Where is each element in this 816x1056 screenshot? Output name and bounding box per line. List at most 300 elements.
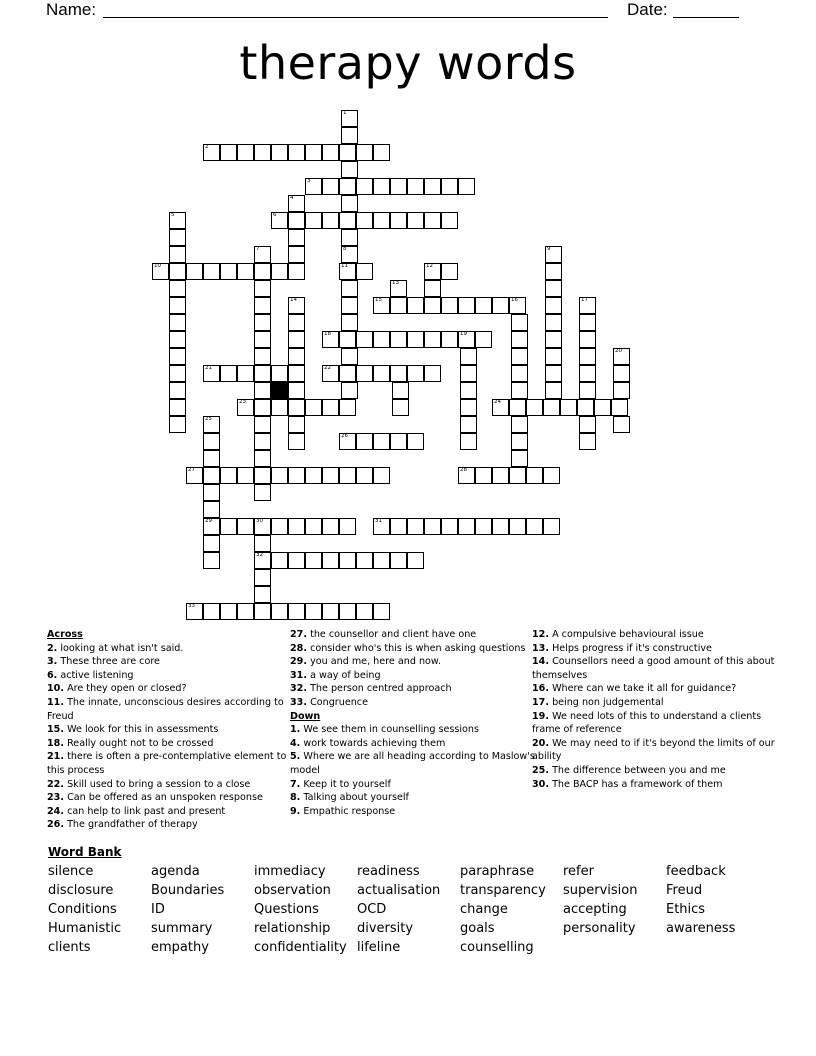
crossword-cell[interactable] [237,365,254,382]
word-bank-word: refer [563,864,594,879]
crossword-cell[interactable] [390,365,407,382]
crossword-cell[interactable] [424,263,441,280]
clue-number: 27 [188,467,195,473]
clue-text: Skill used to bring a session to a close [67,778,251,790]
crossword-cell[interactable] [169,416,186,433]
clue-item [47,737,297,751]
crossword-cell[interactable] [339,552,356,569]
crossword-cell[interactable] [203,416,220,433]
crossword-cell[interactable] [271,399,288,416]
clue-text: A compulsive behavioural issue [552,629,704,640]
crossword-cell[interactable] [169,229,186,246]
crossword-cell[interactable] [545,263,562,280]
crossword-cell[interactable] [407,297,424,314]
crossword-cell[interactable] [322,331,339,348]
crossword-cell[interactable] [169,331,186,348]
crossword-cell[interactable] [271,603,288,620]
crossword-cell[interactable] [492,297,509,314]
crossword-cell[interactable] [220,263,237,280]
crossword-cell[interactable] [545,297,562,314]
crossword-cell[interactable] [424,212,441,229]
crossword-cell[interactable] [526,399,543,416]
crossword-cell[interactable] [288,314,305,331]
crossword-cell[interactable] [322,212,339,229]
crossword-cell[interactable] [373,467,390,484]
crossword-cell[interactable] [339,263,356,280]
crossword-cell[interactable] [254,399,271,416]
crossword-cell[interactable] [441,297,458,314]
crossword-cell[interactable] [254,450,271,467]
crossword-cell[interactable] [356,552,373,569]
crossword-cell[interactable] [341,161,358,178]
crossword-cell[interactable] [254,365,271,382]
crossword-cell[interactable] [613,348,630,365]
crossword-cell[interactable] [237,518,254,535]
crossword-cell[interactable] [390,297,407,314]
crossword-cell[interactable] [460,399,477,416]
crossword-cell[interactable] [511,331,528,348]
crossword-cell[interactable] [220,603,237,620]
clue-item [290,682,540,696]
crossword-cell[interactable] [288,195,305,212]
crossword-cell[interactable] [475,467,492,484]
crossword-cell[interactable] [339,144,356,161]
crossword-cell[interactable] [254,603,271,620]
crossword-cell[interactable] [545,314,562,331]
clue-number: 3 [307,178,311,184]
clue-item [532,778,782,792]
crossword-cell[interactable] [543,399,560,416]
crossword-cell[interactable] [169,399,186,416]
crossword-cell[interactable] [322,518,339,535]
clue-number: 7 [256,246,260,252]
crossword-cell[interactable] [288,348,305,365]
crossword-cell[interactable] [460,433,477,450]
crossword-cell[interactable] [407,178,424,195]
crossword-cell[interactable] [288,365,305,382]
clue-number-label: 31. [290,669,307,681]
crossword-cell[interactable] [407,518,424,535]
crossword-cell[interactable] [254,569,271,586]
crossword-cell[interactable] [579,433,596,450]
crossword-cell[interactable] [254,518,271,535]
crossword-cell[interactable] [390,552,407,569]
clue-number-label: 14. [532,656,549,668]
name-label: Name: [46,0,97,19]
crossword-cell[interactable] [579,416,596,433]
crossword-cell[interactable] [560,399,577,416]
crossword-cell[interactable] [288,552,305,569]
crossword-cell[interactable] [545,280,562,297]
crossword-cell[interactable] [356,467,373,484]
crossword-cell[interactable] [613,365,630,382]
crossword-cell[interactable] [458,518,475,535]
crossword-cell[interactable] [288,382,305,399]
crossword-cell[interactable] [356,263,373,280]
crossword-cell[interactable] [203,433,220,450]
crossword-cell[interactable] [322,365,339,382]
crossword-cell[interactable] [579,331,596,348]
crossword-cell[interactable] [579,314,596,331]
crossword-cell[interactable] [169,382,186,399]
crossword-cell[interactable] [203,535,220,552]
crossword-cell[interactable] [492,467,509,484]
clue-text: The innate, unconscious desires according to Freud [47,696,284,722]
crossword-cell[interactable] [254,297,271,314]
crossword-cell[interactable] [237,603,254,620]
word-bank-word: observation [254,883,331,898]
word-bank-word: confidentiality [254,940,347,955]
crossword-cell[interactable] [458,178,475,195]
crossword-cell[interactable] [203,467,220,484]
clue-text: Where we are all heading according to Maslow's model [290,751,535,776]
crossword-cell[interactable] [545,331,562,348]
crossword-cell[interactable] [460,348,477,365]
crossword-cell[interactable] [341,382,358,399]
crossword-cell[interactable] [373,331,390,348]
clue-text: Really ought not to be crossed [67,737,214,749]
crossword-cell[interactable] [356,331,373,348]
crossword-cell[interactable] [594,399,611,416]
crossword-cell[interactable] [526,467,543,484]
clue-number: 5 [171,212,175,218]
crossword-cell[interactable] [237,263,254,280]
crossword-cell[interactable] [186,603,203,620]
crossword-cell[interactable] [390,518,407,535]
crossword-cell[interactable] [424,178,441,195]
crossword-cell[interactable] [356,212,373,229]
crossword-cell[interactable] [203,263,220,280]
crossword-cell[interactable] [460,416,477,433]
crossword-cell[interactable] [441,178,458,195]
crossword-cell[interactable] [511,348,528,365]
crossword-cell[interactable] [492,399,509,416]
crossword-cell[interactable] [305,178,322,195]
crossword-cell[interactable] [373,365,390,382]
clue-number-label: 4. [290,737,301,749]
crossword-cell[interactable] [511,314,528,331]
crossword-cell[interactable] [339,365,356,382]
word-bank-word: agenda [151,864,200,879]
crossword-cell[interactable] [475,331,492,348]
clue-item [290,778,540,792]
crossword-cell[interactable] [288,297,305,314]
clue-number-label: 33. [290,696,307,708]
crossword-cell[interactable] [237,399,254,416]
crossword-cell[interactable] [288,263,305,280]
word-bank-word: immediacy [254,864,326,879]
crossword-cell[interactable] [373,178,390,195]
crossword-cell[interactable] [322,144,339,161]
crossword-cell[interactable] [424,280,441,297]
crossword-cell[interactable] [441,331,458,348]
crossword-cell[interactable] [169,263,186,280]
crossword-cell[interactable] [441,518,458,535]
crossword-cell[interactable] [288,246,305,263]
crossword-cell[interactable] [390,212,407,229]
crossword-cell[interactable] [579,348,596,365]
crossword-cell[interactable] [577,399,594,416]
crossword-cell[interactable] [288,144,305,161]
clues-column-2 [290,628,540,818]
crossword-cell[interactable] [341,297,358,314]
crossword-cell[interactable] [288,603,305,620]
crossword-cell[interactable] [169,365,186,382]
crossword-cell[interactable] [373,144,390,161]
crossword-cell[interactable] [271,552,288,569]
clue-number: 17 [581,297,588,303]
crossword-cell[interactable] [511,365,528,382]
word-bank-word: ID [151,902,165,917]
crossword-cell[interactable] [220,144,237,161]
crossword-cell[interactable] [305,518,322,535]
crossword-cell[interactable] [220,467,237,484]
crossword-cell[interactable] [356,365,373,382]
crossword-cell[interactable] [545,348,562,365]
clue-item [290,750,540,777]
crossword-cell[interactable] [186,467,203,484]
crossword-cell[interactable] [390,280,407,297]
crossword-cell[interactable] [511,433,528,450]
crossword-cell[interactable] [579,365,596,382]
crossword-cell[interactable] [341,110,358,127]
crossword-cell[interactable] [613,382,630,399]
crossword-cell[interactable] [339,178,356,195]
crossword-cell[interactable] [254,535,271,552]
crossword-cell[interactable] [356,433,373,450]
crossword-cell[interactable] [305,212,322,229]
crossword-cell[interactable] [543,467,560,484]
crossword-cell[interactable] [203,144,220,161]
crossword-cell[interactable] [322,399,339,416]
crossword-cell[interactable] [169,297,186,314]
crossword-cell[interactable] [169,280,186,297]
crossword-cell[interactable] [424,518,441,535]
crossword-cell[interactable] [254,263,271,280]
clue-number: 12 [426,263,433,269]
crossword-cell[interactable] [545,246,562,263]
crossword-cell[interactable] [339,433,356,450]
crossword-cell[interactable] [339,399,356,416]
crossword-cell[interactable] [288,467,305,484]
crossword-cell[interactable] [458,331,475,348]
crossword-cell[interactable] [339,212,356,229]
crossword-cell[interactable] [288,212,305,229]
crossword-cell[interactable] [460,382,477,399]
crossword-cell[interactable] [341,246,358,263]
crossword-cell[interactable] [288,229,305,246]
crossword-cell[interactable] [254,144,271,161]
word-bank-word: paraphrase [460,864,535,879]
clue-text: a way of being [310,669,381,681]
crossword-cell[interactable] [203,365,220,382]
clue-number-label: 26. [47,819,64,831]
crossword-cell[interactable] [611,399,628,416]
crossword-cell[interactable] [305,399,322,416]
crossword-cell[interactable] [203,450,220,467]
crossword-cell[interactable] [341,314,358,331]
crossword-cell[interactable] [305,603,322,620]
crossword-cell[interactable] [254,314,271,331]
crossword-cell[interactable] [254,246,271,263]
crossword-cell[interactable] [152,263,169,280]
crossword-cell[interactable] [407,212,424,229]
crossword-cell[interactable] [373,603,390,620]
crossword-cell[interactable] [220,518,237,535]
crossword-cell[interactable] [511,416,528,433]
crossword-cell[interactable] [169,314,186,331]
crossword-cell[interactable] [288,331,305,348]
crossword-cell[interactable] [458,297,475,314]
crossword-cell[interactable] [288,433,305,450]
clue-number: 14 [290,297,297,303]
crossword-cell[interactable] [288,399,305,416]
crossword-cell[interactable] [509,297,526,314]
crossword-cell[interactable] [254,552,271,569]
crossword-cell[interactable] [339,518,356,535]
crossword-cell[interactable] [322,603,339,620]
crossword-cell[interactable] [460,365,477,382]
crossword-cell[interactable] [407,433,424,450]
crossword-cell[interactable] [341,127,358,144]
crossword-cell[interactable] [373,552,390,569]
crossword-cell[interactable] [356,144,373,161]
crossword-cell[interactable] [339,467,356,484]
clue-text: We see them in counselling sessions [303,724,479,736]
crossword-cell[interactable] [237,144,254,161]
crossword-cell[interactable] [579,297,596,314]
word-bank-word: Ethics [666,902,706,917]
crossword-cell[interactable] [254,348,271,365]
crossword-cell[interactable] [271,212,288,229]
crossword-cell[interactable] [526,518,543,535]
crossword-cell[interactable] [509,399,526,416]
clue-number-label: 21. [47,751,64,763]
crossword-cell[interactable] [169,246,186,263]
crossword-cell[interactable] [341,229,358,246]
crossword-cell[interactable] [458,467,475,484]
crossword-cell[interactable] [254,331,271,348]
clue-item [290,642,540,656]
crossword-cell[interactable] [186,263,203,280]
crossword-cell[interactable] [288,518,305,535]
clue-number-label: 15. [47,724,64,736]
crossword-cell[interactable] [305,467,322,484]
crossword-cell[interactable] [392,382,409,399]
clue-item [47,696,297,723]
crossword-cell[interactable] [392,399,409,416]
crossword-cell[interactable] [390,178,407,195]
crossword-cell[interactable] [424,297,441,314]
crossword-cell[interactable] [254,586,271,603]
crossword-cell[interactable] [441,263,458,280]
crossword-cell[interactable] [169,348,186,365]
crossword-cell[interactable] [373,297,390,314]
crossword-cell[interactable] [613,416,630,433]
crossword-cell[interactable] [339,603,356,620]
crossword-cell[interactable] [271,365,288,382]
clue-number: 1 [343,110,347,116]
crossword-cell[interactable] [373,433,390,450]
word-bank-word: personality [563,921,636,936]
crossword-cell[interactable] [511,450,528,467]
word-bank-word: actualisation [357,883,441,898]
clue-number: 10 [154,263,161,269]
crossword-cell[interactable] [305,552,322,569]
crossword-cell[interactable] [373,518,390,535]
crossword-cell[interactable] [543,518,560,535]
crossword-cell[interactable] [169,212,186,229]
crossword-cell[interactable] [407,365,424,382]
clue-text: We look for this in assessments [67,724,219,736]
crossword-cell[interactable] [545,365,562,382]
crossword-cell[interactable] [322,467,339,484]
clue-text: Counsellors need a good amount of this about themselves [532,656,775,681]
crossword-cell[interactable] [407,331,424,348]
crossword-cell[interactable] [511,382,528,399]
crossword-cell[interactable] [424,365,441,382]
crossword-cell[interactable] [341,348,358,365]
crossword-cell[interactable] [271,467,288,484]
crossword-cell[interactable] [356,178,373,195]
clue-text: being non judgemental [552,696,664,708]
crossword-cell[interactable] [341,280,358,297]
crossword-cell[interactable] [407,552,424,569]
crossword-cell[interactable] [339,331,356,348]
crossword-cell[interactable] [424,331,441,348]
crossword-cell[interactable] [305,144,322,161]
crossword-cell[interactable] [373,212,390,229]
crossword-cell[interactable] [322,552,339,569]
crossword-cell[interactable] [288,416,305,433]
crossword-cell[interactable] [475,297,492,314]
crossword-cell[interactable] [579,382,596,399]
clue-item [47,750,297,777]
crossword-cell[interactable] [509,518,526,535]
crossword-cell[interactable] [254,484,271,501]
crossword-cell[interactable] [441,212,458,229]
crossword-cell[interactable] [341,195,358,212]
crossword-cell[interactable] [203,484,220,501]
crossword-cell[interactable] [254,416,271,433]
crossword-cell[interactable] [271,144,288,161]
word-bank-word: Questions [254,902,319,917]
crossword-cell[interactable] [254,467,271,484]
crossword-cell[interactable] [203,501,220,518]
clue-text: work towards achieving them [303,737,446,749]
crossword-cell[interactable] [509,467,526,484]
crossword-cell[interactable] [390,433,407,450]
crossword-cell[interactable] [545,382,562,399]
crossword-cell[interactable] [203,603,220,620]
crossword-cell[interactable] [271,518,288,535]
crossword-cell[interactable] [203,552,220,569]
clue-text: Empathic response [303,805,396,817]
crossword-cell[interactable] [237,467,254,484]
crossword-cell[interactable] [475,518,492,535]
crossword-cell[interactable] [356,603,373,620]
crossword-cell[interactable] [492,518,509,535]
crossword-cell[interactable] [271,263,288,280]
crossword-cell[interactable] [322,178,339,195]
crossword-cell[interactable] [254,382,271,399]
crossword-cell[interactable] [220,365,237,382]
crossword-cell[interactable] [254,433,271,450]
crossword-cell[interactable] [254,280,271,297]
crossword-cell[interactable] [390,331,407,348]
crossword-cell[interactable] [203,518,220,535]
word-bank-word: supervision [563,883,638,898]
